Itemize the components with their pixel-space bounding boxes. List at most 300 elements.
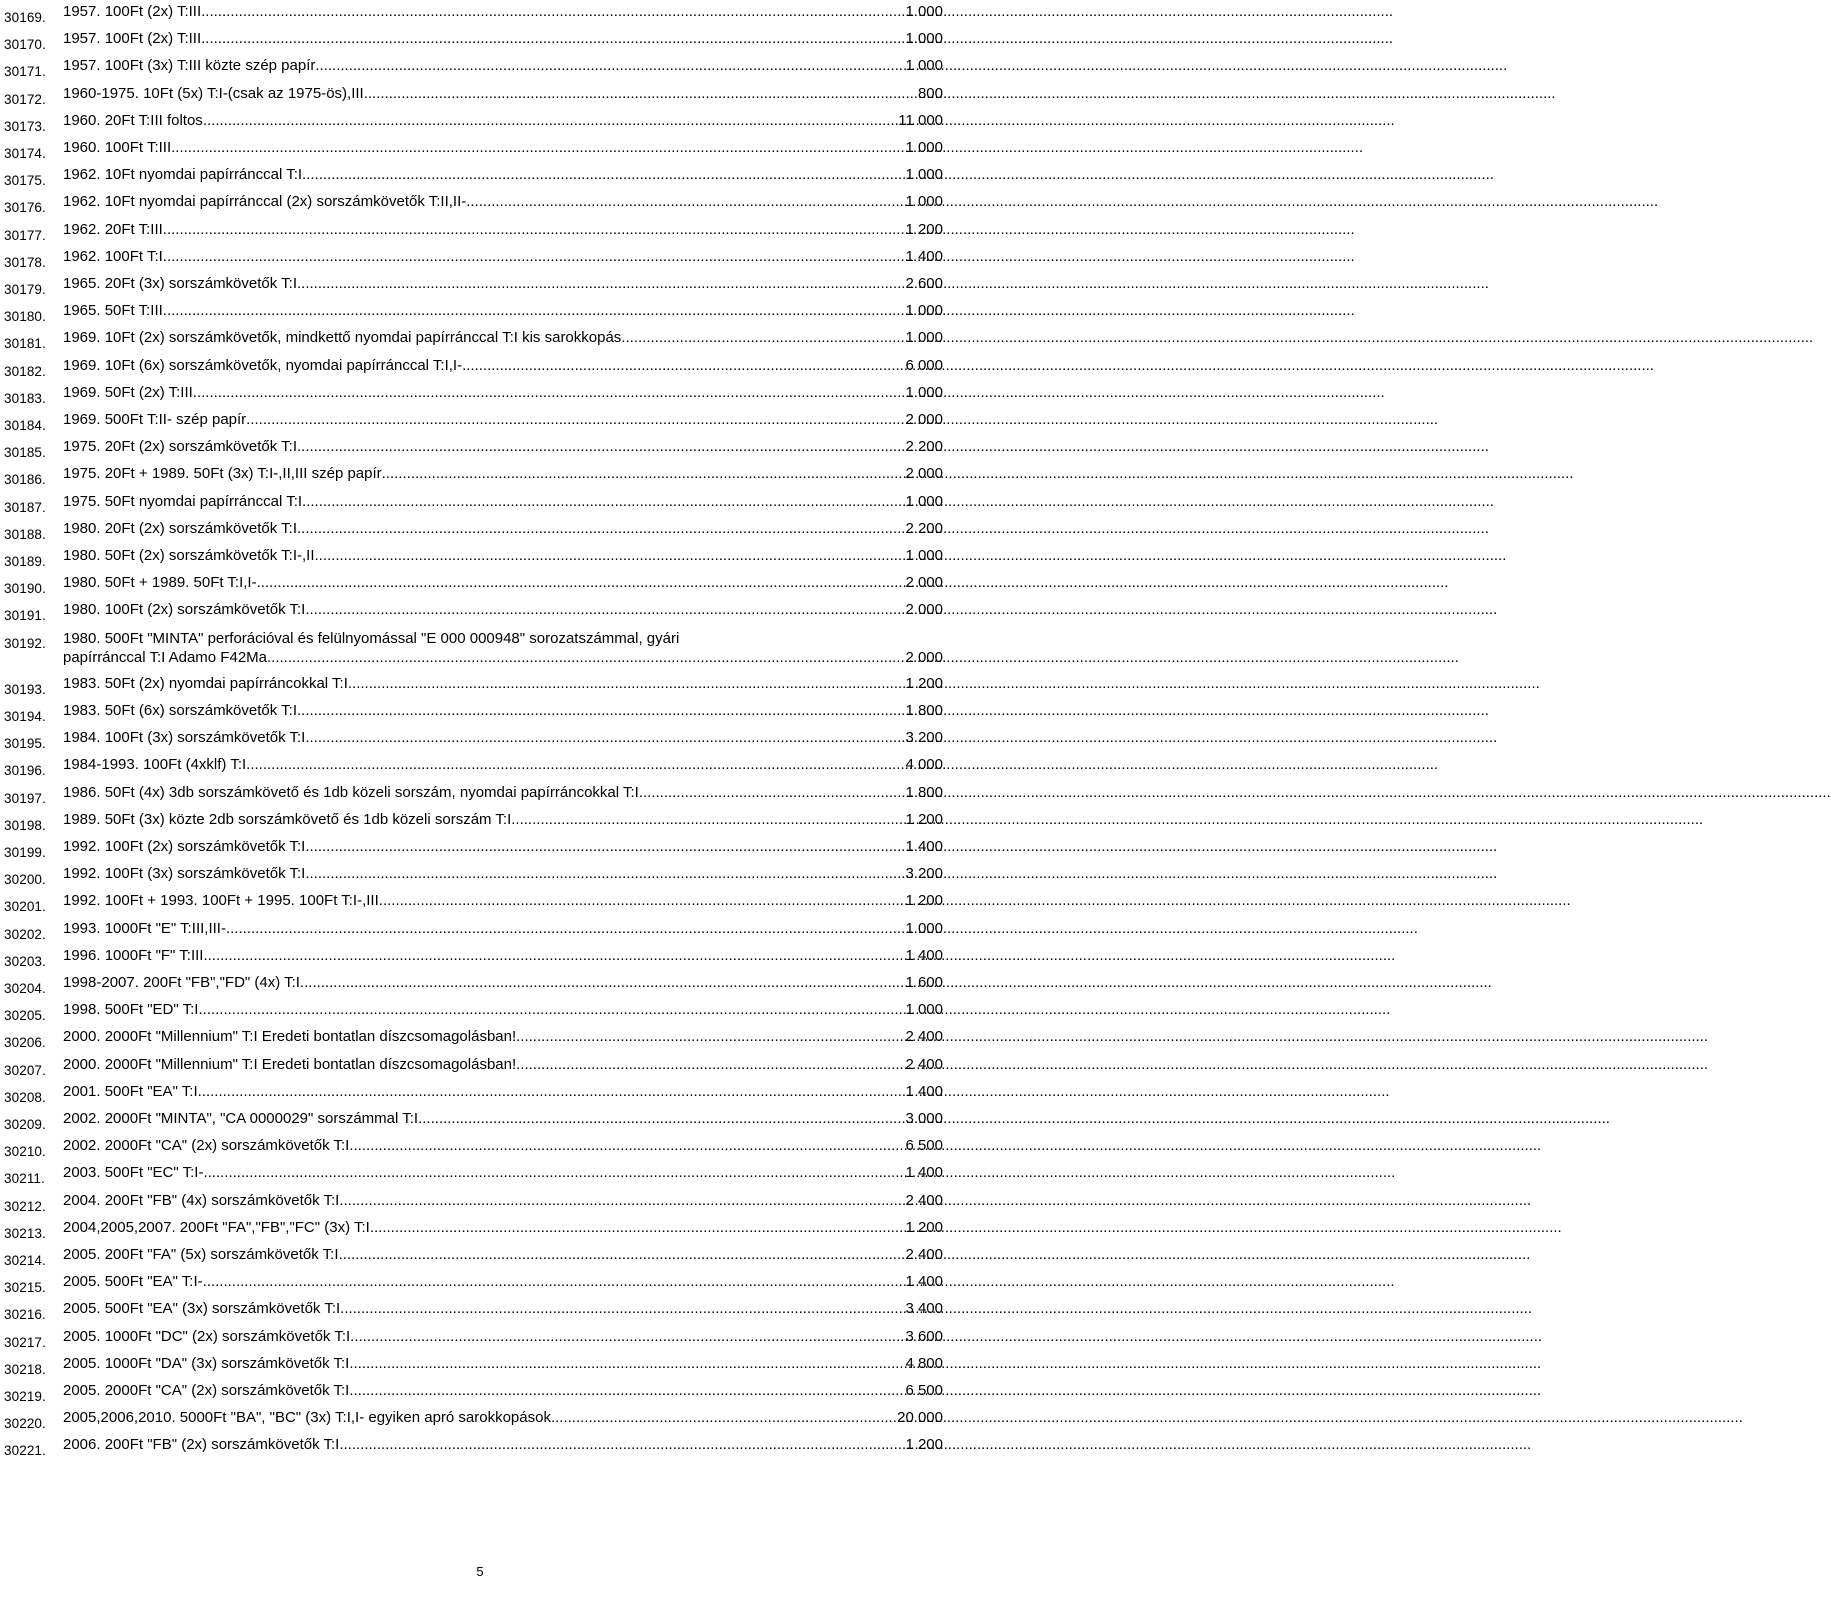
lot-price: 2 600 [905, 275, 943, 292]
lot-description [63, 384, 943, 402]
lot-description [63, 112, 943, 130]
lot-row [0, 218, 960, 245]
dot-leader [349, 1137, 905, 1155]
dot-leader [257, 574, 906, 592]
lot-description-first-line: 1980. 500Ft "MINTA" perforációval és felülnyomással "E 000 000948" sorozatszámmal, gyári [63, 629, 680, 647]
lot-price: 6 500 [905, 1382, 943, 1399]
lot-description-text: 1975. 50Ft nyomdai papírránccal T:I [63, 492, 303, 510]
lot-description-text: 1957. 100Ft (2x) T:III [63, 3, 202, 20]
lot-number: 30184. [4, 418, 46, 433]
dot-leader [297, 438, 905, 456]
dot-leader [163, 248, 906, 266]
lot-row [0, 1080, 960, 1107]
lot-description-line [63, 520, 943, 538]
lot-description [63, 1382, 943, 1400]
lot-price: 1 000 [905, 1001, 943, 1019]
lot-description-line [63, 1273, 943, 1291]
lot-description-text: 2004. 200Ft "FB" (4x) sorszámkövetők T:I [63, 1191, 340, 1209]
lot-price: 1 400 [905, 1273, 943, 1291]
lot-description [63, 1300, 943, 1318]
lot-description [63, 1355, 943, 1373]
lot-row [0, 544, 960, 571]
lot-description [63, 784, 943, 802]
lot-row [0, 272, 960, 299]
lot-description-line [63, 811, 943, 829]
lot-row [0, 136, 960, 163]
dot-leader [300, 974, 906, 992]
lot-price: 2 000 [905, 465, 943, 483]
lot-number: 30192. [4, 635, 46, 651]
lot-row [0, 109, 960, 136]
lot-description-text: 1980. 50Ft (2x) sorszámkövetők T:I-,II [63, 547, 315, 564]
lot-row [0, 245, 960, 272]
lot-price: 1 400 [905, 1164, 943, 1182]
dot-leader [193, 384, 906, 402]
lot-row [0, 971, 960, 998]
lot-description-text: 2000. 2000Ft "Millennium" T:I Eredeti bontatlan díszcsomagolásban! [63, 1028, 517, 1046]
lot-description [63, 547, 943, 565]
lot-row [0, 626, 960, 672]
lot-description-line [63, 438, 943, 456]
lot-number: 30213. [4, 1225, 46, 1241]
lot-price: 1 000 [905, 919, 943, 937]
dot-leader [163, 302, 906, 320]
page-number: 5 [476, 1564, 484, 1579]
lot-description [63, 248, 943, 266]
lot-number: 30177. [4, 227, 46, 243]
lot-description-text: 1992. 100Ft (2x) sorszámkövetők T:I [63, 838, 306, 855]
lot-row [0, 435, 960, 462]
dot-leader [201, 30, 905, 48]
lot-description [63, 1246, 943, 1264]
lot-row [0, 753, 960, 780]
lot-description [63, 1110, 943, 1128]
lot-description-line [63, 675, 943, 693]
lot-description [63, 275, 943, 293]
lot-description-line [63, 493, 943, 511]
lot-description [63, 357, 943, 375]
lot-row [0, 54, 960, 81]
lot-row [0, 1189, 960, 1216]
lot-description-text: 1969. 10Ft (2x) sorszámkövetők, mindkettő nyomdai papírránccal T:I kis sarokkopás [63, 329, 622, 347]
dot-leader [382, 465, 906, 483]
lot-description-text: 2002. 2000Ft "MINTA", "CA 0000029" sorszámmal T:I [63, 1110, 419, 1127]
lot-description-line [63, 1409, 943, 1427]
lot-description [63, 892, 943, 910]
lot-description [63, 329, 943, 347]
dot-leader [364, 85, 918, 103]
dot-leader [516, 1056, 905, 1074]
lot-description [63, 974, 943, 992]
lot-row [0, 1243, 960, 1270]
lot-description [63, 465, 943, 483]
lot-price: 2 200 [905, 438, 943, 456]
lot-row [0, 190, 960, 217]
lot-number: 30214. [4, 1253, 46, 1268]
lot-number: 30208. [4, 1089, 46, 1105]
lot-number: 30206. [4, 1035, 46, 1051]
lot-number: 30221. [4, 1443, 46, 1459]
lot-description [63, 756, 943, 774]
lot-description-line [63, 1355, 943, 1373]
dot-leader [297, 520, 905, 538]
lot-description-text: 1962. 10Ft nyomdai papírránccal T:I [63, 166, 303, 184]
dot-leader [203, 112, 898, 130]
lot-row [0, 1379, 960, 1406]
lot-description-line [63, 784, 943, 802]
lot-number: 30178. [4, 254, 46, 270]
lot-description [63, 221, 943, 239]
lot-price: 1 000 [905, 547, 943, 564]
lot-number: 30196. [4, 763, 46, 779]
lot-description [63, 675, 943, 693]
lot-price: 3 000 [905, 1110, 943, 1127]
lot-description-line [63, 1028, 943, 1046]
lot-description-line [63, 302, 943, 320]
dot-leader [339, 1246, 906, 1264]
lot-description [63, 947, 943, 965]
lot-description-text: 1998. 500Ft "ED" T:I [63, 1001, 199, 1019]
lot-price: 1 000 [905, 166, 943, 184]
lot-description [63, 574, 943, 592]
lot-number: 30212. [4, 1198, 46, 1214]
lot-price: 3 200 [905, 729, 943, 747]
dot-leader [302, 493, 905, 511]
lot-row [0, 490, 960, 517]
lot-row [0, 598, 960, 625]
dot-leader [350, 1328, 905, 1346]
lot-row [0, 163, 960, 190]
lot-row [0, 299, 960, 326]
lot-price: 1 200 [905, 674, 943, 692]
lot-price: 1 200 [905, 810, 943, 828]
lot-row [0, 0, 960, 27]
dot-leader [516, 1028, 905, 1046]
lot-number: 30215. [4, 1280, 46, 1296]
dot-leader [349, 1382, 905, 1400]
lot-row [0, 944, 960, 971]
dot-leader [466, 193, 905, 211]
lot-description-text: 2004,2005,2007. 200Ft "FA","FB","FC" (3x) T:I [63, 1218, 370, 1236]
lot-description [63, 629, 943, 667]
dot-leader [203, 1164, 905, 1182]
lot-description [63, 865, 943, 883]
lot-price: 1 400 [905, 946, 943, 964]
lot-description-line [63, 3, 943, 21]
lot-number: 30175. [4, 173, 46, 189]
lot-number: 30188. [4, 526, 46, 542]
lot-description [63, 1001, 943, 1019]
lot-description [63, 30, 943, 48]
lot-description-line [63, 702, 943, 720]
lot-row [0, 1025, 960, 1052]
dot-leader [297, 702, 905, 720]
lot-number: 30170. [4, 37, 46, 53]
dot-leader [267, 649, 905, 667]
lot-description-text: 2005,2006,2010. 5000Ft "BA", "BC" (3x) T:I,I- egyiken apró sarokkopások [63, 1409, 551, 1427]
lot-description [63, 1083, 943, 1101]
dot-leader [340, 1300, 905, 1318]
dot-leader [339, 1192, 905, 1210]
lot-description-line [63, 729, 943, 747]
lot-description-line [63, 1436, 943, 1454]
lot-description-line [63, 1056, 943, 1074]
dot-leader [203, 947, 905, 965]
lot-description-text: 2005. 200Ft "FA" (5x) sorszámkövetők T:I [63, 1246, 339, 1263]
lot-description-line [63, 1001, 943, 1019]
lot-row [0, 408, 960, 435]
lot-price: 2 400 [905, 1191, 943, 1209]
lot-row [0, 1216, 960, 1243]
lot-description-text: 1960-1975. 10Ft (5x) T:I-(csak az 1975-ös),III [63, 84, 364, 102]
lot-description-text: 1962. 100Ft T:I [63, 247, 163, 265]
lot-description-line [63, 947, 943, 965]
lot-description-line [63, 1382, 943, 1400]
lot-description [63, 601, 943, 619]
lot-description-line [63, 57, 943, 75]
lot-description [63, 729, 943, 747]
lot-description [63, 438, 943, 456]
lot-number: 30218. [4, 1361, 46, 1377]
lot-row [0, 1270, 960, 1297]
dot-leader [462, 357, 905, 375]
lot-description-text: 2002. 2000Ft "CA" (2x) sorszámkövetők T:I [63, 1137, 350, 1155]
lot-description-line [63, 920, 943, 938]
lot-number: 30207. [4, 1062, 46, 1078]
lot-description-line [63, 1083, 943, 1101]
lot-description-line [63, 248, 943, 266]
lot-price: 1 000 [905, 383, 943, 401]
lot-description-line [63, 1219, 943, 1237]
lot-description-line [63, 85, 943, 103]
lot-description-text: 1980. 20Ft (2x) sorszámkövetők T:I [63, 519, 297, 537]
lot-price: 2 400 [905, 1055, 943, 1073]
lot-price: 3 400 [905, 1300, 943, 1318]
lot-description-line [63, 892, 943, 910]
lot-description [63, 520, 943, 538]
dot-leader [305, 865, 905, 883]
lot-number: 30181. [4, 336, 46, 352]
lot-number: 30201. [4, 899, 46, 915]
lot-description-line [63, 329, 943, 347]
lot-row [0, 726, 960, 753]
lot-price: 2 400 [905, 1028, 943, 1046]
lot-row [0, 354, 960, 381]
lot-description-line [63, 221, 943, 239]
dot-leader [198, 1001, 905, 1019]
lot-price: 1 000 [905, 30, 943, 48]
lot-description-line [63, 1192, 943, 1210]
lot-row [0, 781, 960, 808]
lot-price: 1 000 [905, 3, 943, 20]
lot-number: 30183. [4, 390, 46, 406]
lot-number: 30185. [4, 445, 46, 461]
lot-price: 1 000 [905, 492, 943, 510]
lot-description-text: 2006. 200Ft "FB" (2x) sorszámkövetők T:I [63, 1436, 340, 1454]
lot-description-text: 1969. 50Ft (2x) T:III [63, 383, 193, 401]
lot-number: 30210. [4, 1144, 46, 1160]
lot-row [0, 1107, 960, 1134]
lot-number: 30211. [4, 1171, 45, 1187]
lot-description-line [63, 974, 943, 992]
dot-leader [418, 1110, 905, 1128]
lot-description-text: papírránccal T:I Adamo F42Ma [63, 648, 267, 666]
lot-number: 30220. [4, 1416, 46, 1432]
lot-description-text: 2001. 500Ft "EA" T:I [63, 1082, 198, 1100]
lot-description-line [63, 547, 943, 565]
lot-description-text: 1984. 100Ft (3x) sorszámkövetők T:I [63, 729, 306, 747]
lot-description [63, 1137, 943, 1155]
dot-leader [246, 411, 905, 429]
lot-row [0, 1134, 960, 1161]
lot-number: 30202. [4, 926, 46, 942]
lot-description-line [63, 1137, 943, 1155]
lot-description-text: 1980. 50Ft + 1989. 50Ft T:I,I- [63, 574, 257, 592]
lot-description [63, 920, 943, 938]
lot-price: 1 200 [905, 220, 943, 238]
lot-number: 30189. [4, 554, 46, 569]
lot-description-text: 1980. 100Ft (2x) sorszámkövetők T:I [63, 601, 306, 619]
lot-description [63, 493, 943, 511]
lot-price: 1 200 [905, 1218, 943, 1236]
lot-description-line [63, 166, 943, 184]
lot-number: 30182. [4, 363, 46, 379]
lot-description [63, 302, 943, 320]
lot-price: 1 800 [905, 783, 943, 801]
lot-description-text: 1975. 20Ft + 1989. 50Ft (3x) T:I-,II,III szép papír [63, 465, 382, 483]
lot-price: 1 600 [905, 974, 943, 991]
dot-leader [171, 139, 905, 157]
lot-price: 1 400 [905, 247, 943, 265]
lot-description-text: 1993. 1000Ft "E" T:III,III- [63, 919, 226, 937]
dot-leader [348, 675, 906, 693]
lot-description-text: 2005. 1000Ft "DC" (2x) sorszámkövetők T:I [63, 1327, 351, 1345]
lot-number: 30180. [4, 309, 46, 325]
lot-row [0, 1297, 960, 1324]
dot-leader [246, 756, 905, 774]
dot-leader [639, 784, 906, 802]
lot-description-text: 2005. 2000Ft "CA" (2x) sorszámkövetők T:I [63, 1382, 350, 1399]
lot-row [0, 1406, 960, 1433]
lot-description [63, 702, 943, 720]
dot-leader [314, 547, 905, 565]
lot-description-line [63, 1246, 943, 1264]
lot-price: 1 400 [905, 1082, 943, 1100]
lot-price: 800 [917, 84, 943, 102]
lot-number: 30198. [4, 817, 46, 833]
dot-leader [201, 3, 905, 21]
dot-leader [379, 892, 906, 910]
lot-description [63, 1409, 943, 1427]
lot-price: 3 200 [905, 865, 943, 883]
lot-description-text: 1957. 100Ft (3x) T:III közte szép papír [63, 57, 316, 75]
lot-description [63, 838, 943, 856]
lot-number: 30191. [4, 608, 46, 624]
lot-price: 1 800 [905, 702, 943, 719]
lot-description [63, 1328, 943, 1346]
lot-description-text: 1986. 50Ft (4x) 3db sorszámkövető és 1db közeli sorszám, nyomdai papírráncokkal T:I [63, 783, 639, 801]
lot-description-text: 1996. 1000Ft "F" T:III [63, 946, 204, 964]
lot-number: 30187. [4, 499, 46, 515]
lot-row [0, 326, 960, 353]
dot-leader [226, 920, 905, 938]
lot-number: 30174. [4, 146, 46, 161]
lot-price: 2 400 [905, 1246, 943, 1263]
lot-description-line [63, 30, 943, 48]
lot-row [0, 1433, 960, 1460]
lot-description-line [63, 1110, 943, 1128]
lot-price: 2 000 [905, 648, 943, 666]
lot-row [0, 889, 960, 916]
lot-price: 3 600 [905, 1327, 943, 1345]
lot-description-line [63, 1300, 943, 1318]
lot-price: 11 000 [898, 111, 943, 129]
lot-description-text: 1992. 100Ft (3x) sorszámkövetők T:I [63, 865, 306, 883]
lot-description-line [63, 1164, 943, 1182]
lot-number: 30200. [4, 872, 46, 888]
dot-leader [315, 57, 905, 75]
lot-description-line [63, 465, 943, 483]
lot-description-line [63, 357, 943, 375]
lot-description-line [63, 601, 943, 619]
lot-number: 30216. [4, 1307, 46, 1323]
lot-description-line [63, 649, 943, 667]
lot-number: 30195. [4, 736, 46, 752]
dot-leader [305, 838, 905, 856]
lot-number: 30173. [4, 118, 46, 134]
lot-number: 30203. [4, 953, 46, 969]
lot-description-line [63, 275, 943, 293]
lot-row [0, 517, 960, 544]
lot-description [63, 1164, 943, 1182]
lot-description-text: 1983. 50Ft (2x) nyomdai papírráncokkal T:I [63, 674, 348, 692]
lot-description [63, 57, 943, 75]
lot-row [0, 1161, 960, 1188]
lot-description-text: 1983. 50Ft (6x) sorszámkövetők T:I [63, 702, 297, 719]
lot-description-text: 1962. 20Ft T:III [63, 220, 163, 238]
lot-price: 1 200 [905, 892, 943, 910]
lot-price: 20 000 [897, 1409, 943, 1427]
lot-description-line [63, 411, 943, 429]
dot-leader [302, 166, 905, 184]
lot-number: 30176. [4, 200, 46, 216]
lot-number: 30199. [4, 845, 46, 860]
lot-description-text: 2005. 1000Ft "DA" (3x) sorszámkövetők T:I [63, 1354, 350, 1372]
lot-row [0, 917, 960, 944]
lot-row [0, 1352, 960, 1379]
lot-price: 2 000 [905, 411, 943, 428]
lot-description-text: 1960. 20Ft T:III foltos [63, 111, 203, 129]
dot-leader [203, 1273, 906, 1291]
lot-number: 30205. [4, 1008, 46, 1024]
lot-description-line [63, 139, 943, 157]
lot-row [0, 381, 960, 408]
lot-number: 30194. [4, 709, 46, 724]
lot-row [0, 808, 960, 835]
lot-number: 30171. [4, 64, 46, 80]
lot-row [0, 835, 960, 862]
lot-description [63, 1219, 943, 1237]
lot-price: 1 200 [905, 1436, 943, 1454]
lot-description [63, 139, 943, 157]
lot-number: 30169. [4, 10, 46, 25]
lot-number: 30172. [4, 91, 46, 107]
lot-description [63, 1436, 943, 1454]
lot-description-text: 1989. 50Ft (3x) közte 2db sorszámkövető és 1db közeli sorszám T:I [63, 810, 512, 828]
lot-description-line [63, 193, 943, 211]
lot-row [0, 571, 960, 598]
lot-price: 4 000 [905, 756, 943, 774]
